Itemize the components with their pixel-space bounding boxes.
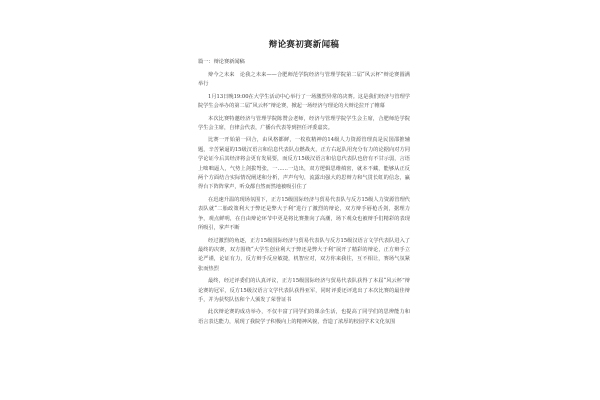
paragraph: 在迅速升温的现场氛围下，正方15级国际经济与贸易代表队与反方15级人力资源管理代表队就“二胎政策利大于弊还是弊大于利”进行了激烈的辩论，双方辩手唇枪舌剑，据理力争，观点鲜明，在自由辩论环节中更是将比赛推向了高潮，场下观众也被辩手们精彩的表现所吸引，掌声不断	[198, 196, 410, 232]
document-body	[198, 38, 410, 330]
paragraph: 此次辩论赛的成功举办，不仅丰富了同学们的课余生活，也提高了同学们的思辨能力和语言表达能力，展现了我院学子积极向上的精神风貌，营造了浓厚的校园学术文化氛围	[198, 309, 410, 325]
document-title: 辩论赛初赛新闻稿	[268, 40, 340, 50]
section-heading: 篇一：辩论赛新闻稿	[198, 59, 245, 65]
paragraph: 最终，经过评委们的认真评议，正方15级国际经济与贸易代表队获得了本届“风云杯”辩论赛的冠军，反方15级汉语言文学代表队获得亚军，同时评委还评选出了本次比赛的最佳辩手，并为获奖队伍和个人颁发了荣誉证书	[198, 278, 410, 303]
paragraph: 经过激烈的角逐，正方15级国际经济与贸易代表队与反方15级汉语言文学代表队进入了最终的决赛，双方围绕“大学生创业利大于弊还是弊大于利”展开了精彩的辩论，正方辩手立论严谨，论证有力，反方辩手反应敏捷，机智应对，双方你来我往，互不相让，赛场气氛紧张而热烈	[198, 237, 410, 272]
paragraph: 辩今之未来 论我之未来——合肥师范学院经济与管理学院第二届“风云杯”辩论赛圆满举行	[198, 72, 410, 88]
paragraph: 比赛一开始第一回合，由风格都鲜，一枚枚精神的14级人力资源管理真是民国邵推辅题，辛苦紧逼的15级汉语言和信息代表队点燃战火，正方右起队用充分有力的论据向对方同学论证今后其经济将会更有发展要，而反方15级汉语言和信息代表队也倍有不甘示弱，言语上咄咄逼人，气势上剑拔弩张，一……一边出，双方逻辑思维缜密，就本不藏，能够从正反两个方面结合实际情况阐述和分析，声声句句，流露出强大的思辩力和气贯长虹的信念，赢得台下阵阵掌声，听众都自然而然地被吸引住了	[198, 137, 410, 191]
paragraph: 本次比赛特邀经济与管理学院陈赞会老师，经济与管理学院学生会主席，合肥师范学院学生会主席，自律会代表，广播台代表等到担任评委嘉宾。	[198, 115, 410, 132]
paragraph: 1月13日晚19:00在大学生活动中心举行了一场激烈异常的决赛。这是我们经济与管理学院学生会举办的第二届“风云杯”辩论赛，掀起一场经济与理论的大辩论拉开了帷幕	[198, 93, 410, 110]
